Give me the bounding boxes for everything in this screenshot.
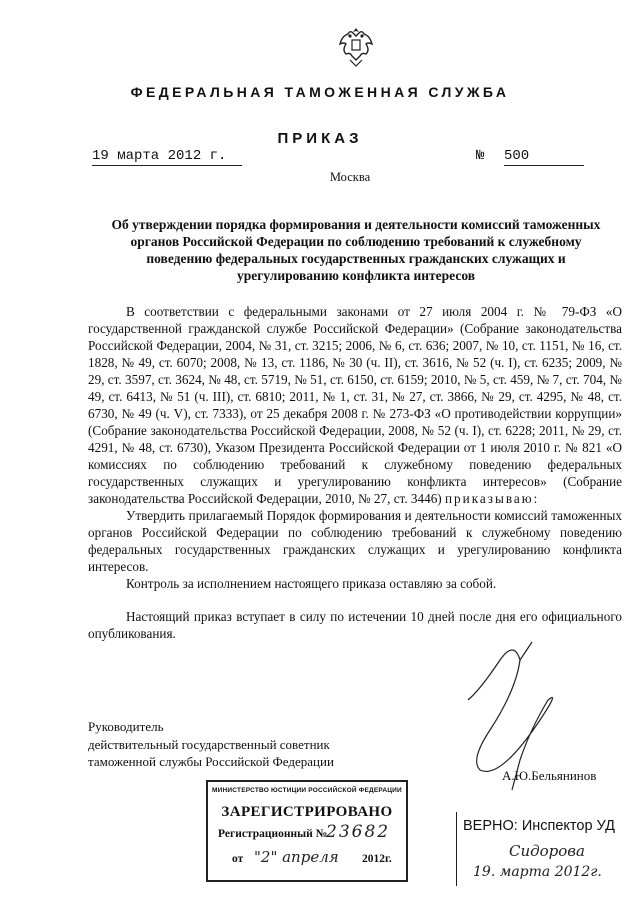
signatory-position: [88, 718, 334, 771]
order-body: [88, 303, 622, 642]
order-number: 500: [504, 148, 584, 166]
certified-copy-date: 19. марта 2012г.: [473, 864, 602, 880]
document-type: ПРИКАЗ: [277, 130, 363, 147]
order-title: Об утверждении порядка формирования и деятельности комиссий таможенных органов Российской Федерации по соблюдению требований к служебному поведению федеральных государственных гражданских служащих и урегулированию конфликта интересов: [111, 217, 601, 283]
stamp-registered: ЗАРЕГИСТРИРОВАНО: [221, 804, 393, 820]
order-date: 19 марта 2012 г.: [92, 148, 242, 166]
stamp-ministry: МИНИСТЕРСТВО ЮСТИЦИИ РОССИЙСКОЙ ФЕДЕРАЦИИ: [212, 787, 402, 794]
agency-name: ФЕДЕРАЛЬНАЯ ТАМОЖЕННАЯ СЛУЖБА: [130, 84, 510, 100]
certified-copy-stamp: [456, 812, 640, 886]
position-line: действительный государственный советник: [88, 736, 330, 752]
position-line: Руководитель: [88, 719, 164, 734]
stamp-reg-label: Регистрационный №: [218, 828, 328, 840]
paragraph-approve: Утвердить прилагаемый Порядок формирования и деятельности комиссий таможенных органов Российской Федерации по соблюдению требований к служебному поведению федеральных государственных гражданских служащих и урегулированию конфликта интересов.: [88, 508, 622, 574]
signatory-name: А.Ю.Бельянинов: [502, 768, 597, 783]
certified-copy-title: ВЕРНО: Инспектор УД: [463, 818, 615, 834]
city: Москва: [329, 170, 371, 184]
stamp-reg-number: 23682: [326, 822, 391, 842]
stamp-from-label: от: [232, 853, 244, 865]
coat-of-arms-icon: [336, 24, 376, 68]
paragraph-effective: Настоящий приказ вступает в силу по истечении 10 дней после дня его официального опубликования.: [88, 609, 622, 641]
stamp-reg-date: "2" апреля: [254, 848, 339, 866]
order-number-label: №: [476, 148, 485, 164]
order-word: приказываю:: [445, 491, 540, 506]
certified-copy-signature: Сидорова: [509, 842, 585, 860]
registration-stamp: [206, 780, 408, 882]
legal-basis-text: В соответствии с федеральными законами от 27 июля 2004 г. № 79-ФЗ «О государственной гражданской службе Российской Федерации» (Собрание законодательства Российской Федерации, 2004, № 31, ст. 3215; 2006, № 6, ст. 636; 2007, № 10, ст. 1151, № 16, ст. 1828, № 49, ст. 6070; 2008, № 13, ст. 1186, № 30 (ч. II), ст. 3616, № 52 (ч. I), ст. 6235; 2009, № 29, ст. 3597, ст. 3624, № 48, ст. 5719, № 51, ст. 6150, ст. 6159; 2010, № 5, ст. 459, № 7, ст. 704, № 49, ст. 6413, № 51 (ч. III), ст. 6810; 2011, № 1, ст. 31, № 27, ст. 3866, № 29, ст. 4295, № 48, ст. 6730, № 49 (ч. V), ст. 7333), от 25 декабря 2008 г. № 273-ФЗ «О противодействии коррупции» (Собрание законодательства Российской Федерации, 2008, № 52 (ч. I), ст. 6228; 2011, № 29, ст. 4291, № 48, ст. 6730), Указом Президента Российской Федерации от 1 июля 2010 г. № 821 «О комиссиях по соблюдению требований к служебному поведению федеральных государственных служащих и урегулированию конфликта интересов» (Собрание законодательства Российской Федерации, 2010, № 27, ст. 3446): [88, 304, 622, 506]
position-line: таможенной службы Российской Федерации: [88, 754, 334, 769]
paragraph-control: Контроль за исполнением настоящего приказа оставляю за собой.: [126, 576, 497, 591]
paragraph-legal-basis: [88, 303, 622, 507]
stamp-year: 2012г.: [362, 853, 392, 865]
